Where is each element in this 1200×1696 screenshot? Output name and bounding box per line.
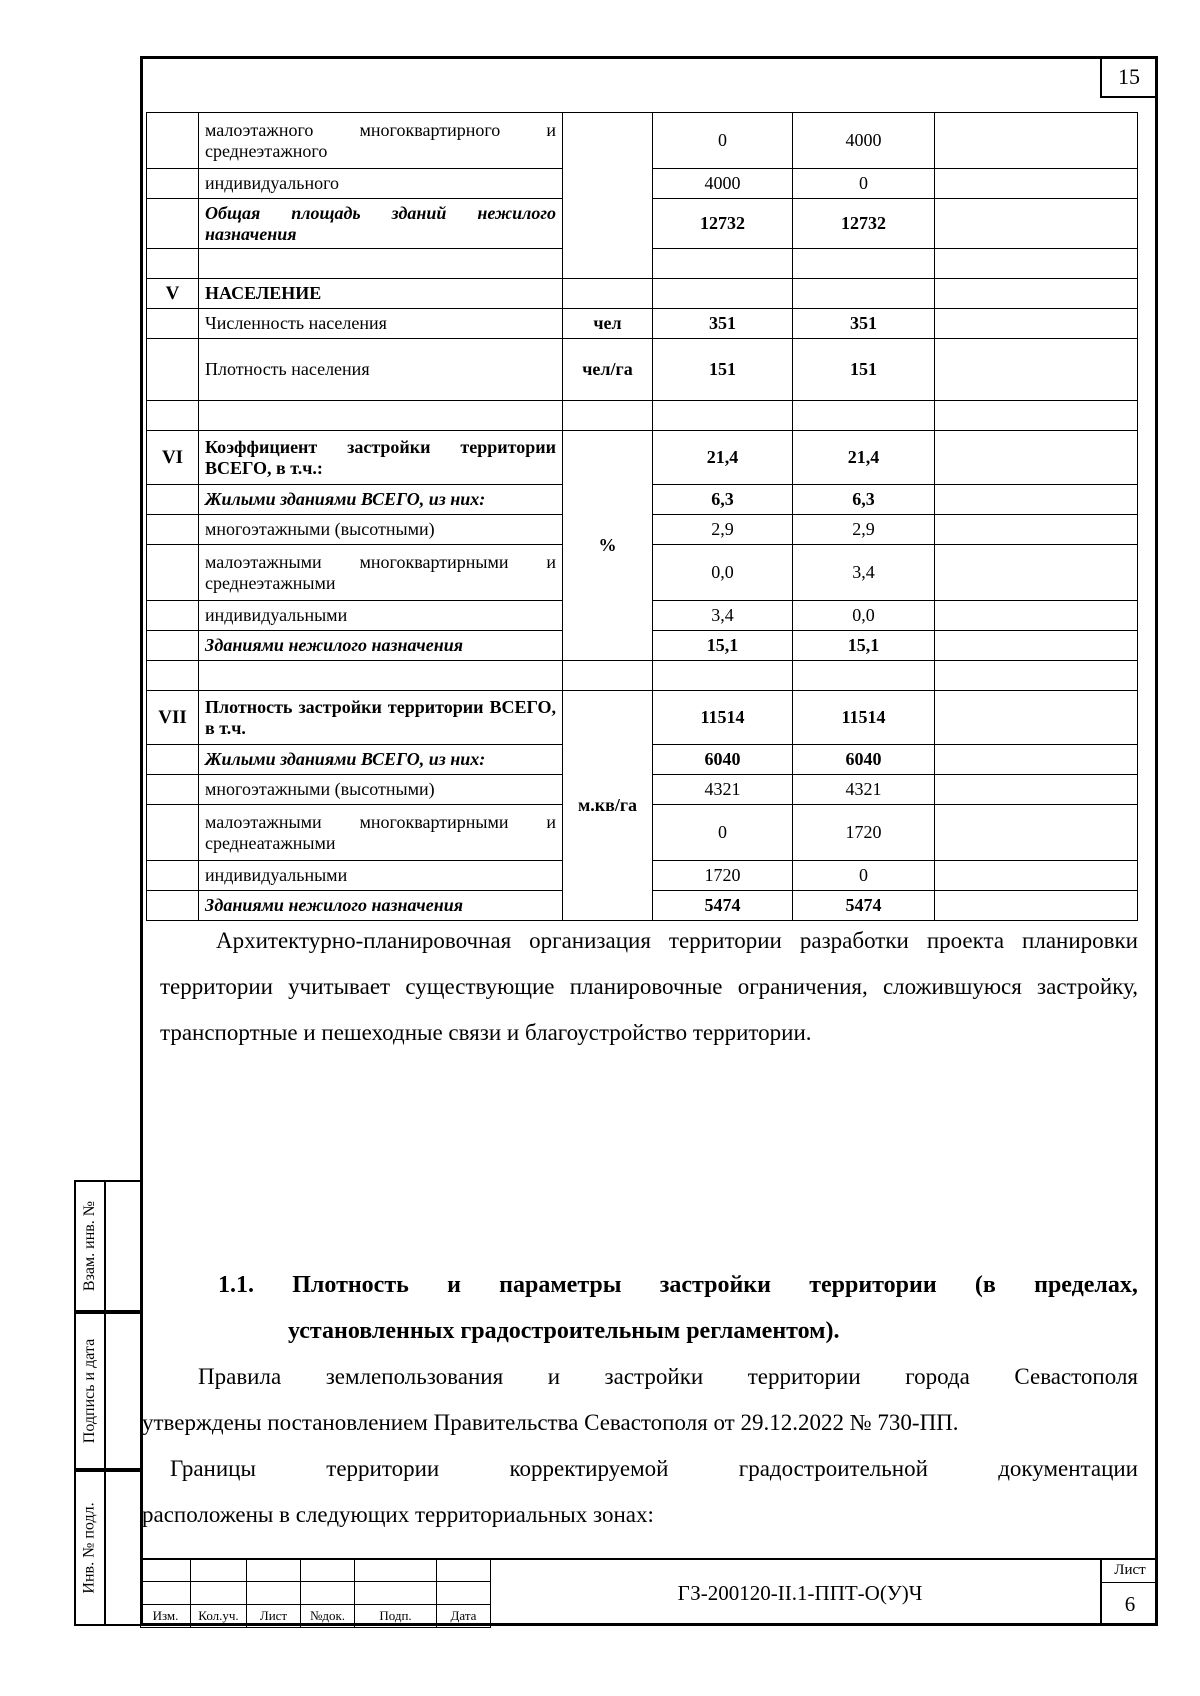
row-value-v1	[653, 279, 793, 309]
row-note	[935, 279, 1138, 309]
table-row	[147, 339, 1138, 401]
row-section-number	[147, 661, 199, 691]
row-label: индивидуальными	[199, 861, 563, 891]
paragraph-rules: Правила землепользования и застройки территории города Севастополя утверждены постановлением Правительства Севастополя от 29.12.2022 № 730-ПП. Границы территории корректируемой градостроительной документации расположены в следующих территориальных зонах:	[142, 1364, 1138, 1527]
row-value-v2	[793, 401, 935, 431]
row-section-number: VI	[147, 431, 199, 485]
row-value-v2: 5474	[793, 891, 935, 921]
page-number: 15	[1100, 58, 1156, 98]
row-note	[935, 805, 1138, 861]
row-note	[935, 891, 1138, 921]
row-note	[935, 309, 1138, 339]
row-section-number	[147, 401, 199, 431]
row-note	[935, 631, 1138, 661]
row-section-number	[147, 891, 199, 921]
row-value-v1: 5474	[653, 891, 793, 921]
row-section-number	[147, 775, 199, 805]
section-heading-word: застройки	[659, 1272, 771, 1298]
row-value-v2: 6,3	[793, 485, 935, 515]
row-label: Плотность населения	[199, 339, 563, 401]
row-section-number: VII	[147, 691, 199, 745]
row-label: Зданиями нежилого назначения	[199, 631, 563, 661]
row-value-v1: 4321	[653, 775, 793, 805]
row-label: Коэффициент застройки территории ВСЕГО, в т.ч.:	[199, 431, 563, 485]
row-section-number: V	[147, 279, 199, 309]
row-label: Плотность застройки территории ВСЕГО, в т.ч.	[199, 691, 563, 745]
section-heading-number: 1.1.	[218, 1272, 254, 1298]
row-label	[199, 401, 563, 431]
row-note	[935, 339, 1138, 401]
row-value-v1: 0,0	[653, 545, 793, 601]
side-label-podpis: Подпись и дата	[81, 1338, 98, 1444]
row-label: многоэтажными (высотными)	[199, 775, 563, 805]
row-note	[935, 485, 1138, 515]
row-section-number	[147, 861, 199, 891]
table-row	[147, 309, 1138, 339]
row-label: Жилыми зданиями ВСЕГО, из них:	[199, 485, 563, 515]
row-value-v2: 21,4	[793, 431, 935, 485]
row-label: индивидуального	[199, 169, 563, 199]
row-label: Зданиями нежилого назначения	[199, 891, 563, 921]
row-label: Численность населения	[199, 309, 563, 339]
row-label	[199, 661, 563, 691]
table-row	[147, 401, 1138, 431]
row-value-v1	[653, 401, 793, 431]
row-value-v2	[793, 279, 935, 309]
section-heading-line2: установленных градостроительным регламентом).	[288, 1318, 840, 1344]
row-section-number	[147, 199, 199, 249]
row-note	[935, 775, 1138, 805]
row-section-number	[147, 631, 199, 661]
row-note	[935, 691, 1138, 745]
row-value-v2: 0	[793, 861, 935, 891]
row-value-v2	[793, 661, 935, 691]
row-note	[935, 745, 1138, 775]
row-value-v2: 0,0	[793, 601, 935, 631]
row-value-v1: 151	[653, 339, 793, 401]
title-block-column-label: Изм.	[141, 1605, 191, 1628]
sheet-number: 6	[1124, 1592, 1136, 1616]
row-label: малоэтажными многоквартирными и среднеэтажными	[199, 545, 563, 601]
table-row	[147, 431, 1138, 485]
row-note	[935, 113, 1138, 169]
row-label: многоэтажными (высотными)	[199, 515, 563, 545]
title-block-column-label: Лист	[247, 1605, 301, 1628]
sheet-box	[1100, 1558, 1158, 1626]
row-value-v1: 4000	[653, 169, 793, 199]
row-unit	[563, 279, 653, 309]
row-value-v1: 2,9	[653, 515, 793, 545]
row-value-v2: 12732	[793, 199, 935, 249]
table-row	[147, 661, 1138, 691]
row-value-v2: 6040	[793, 745, 935, 775]
section-heading-word: и	[447, 1272, 461, 1298]
indicators-table	[146, 112, 1138, 921]
row-note	[935, 861, 1138, 891]
title-block-column-label: Дата	[437, 1605, 491, 1628]
row-value-v2: 11514	[793, 691, 935, 745]
row-value-v1: 6,3	[653, 485, 793, 515]
row-label: индивидуальными	[199, 601, 563, 631]
title-block-column-label: Кол.уч.	[191, 1605, 247, 1628]
row-value-v1	[653, 249, 793, 279]
row-note	[935, 601, 1138, 631]
row-section-number	[147, 249, 199, 279]
row-note	[935, 169, 1138, 199]
row-value-v1: 12732	[653, 199, 793, 249]
row-value-v2: 1720	[793, 805, 935, 861]
side-label-inv: Инв. № подл.	[81, 1502, 99, 1594]
row-value-v2	[793, 249, 935, 279]
row-section-number	[147, 169, 199, 199]
row-unit: м.кв/га	[563, 691, 653, 921]
section-heading-word: (в	[974, 1272, 996, 1298]
row-note	[935, 515, 1138, 545]
row-value-v1: 21,4	[653, 431, 793, 485]
table-row	[147, 691, 1138, 745]
row-section-number	[147, 805, 199, 861]
row-section-number	[147, 601, 199, 631]
row-value-v2: 4000	[793, 113, 935, 169]
sheet-label: Лист	[1102, 1558, 1158, 1583]
row-label: Жилыми зданиями ВСЕГО, из них:	[199, 745, 563, 775]
row-value-v2: 3,4	[793, 545, 935, 601]
row-note	[935, 199, 1138, 249]
row-unit	[563, 661, 653, 691]
row-section-number	[147, 339, 199, 401]
row-value-v1: 351	[653, 309, 793, 339]
row-section-number	[147, 113, 199, 169]
row-value-v1: 15,1	[653, 631, 793, 661]
row-section-number	[147, 545, 199, 601]
row-note	[935, 401, 1138, 431]
row-value-v1: 1720	[653, 861, 793, 891]
row-label: малоэтажного многоквартирного и среднеэтажного	[199, 113, 563, 169]
table-row	[147, 113, 1138, 169]
row-label: Общая площадь зданий нежилого назначения	[199, 199, 563, 249]
row-note	[935, 545, 1138, 601]
title-block-columns	[140, 1558, 491, 1628]
row-section-number	[147, 515, 199, 545]
row-section-number	[147, 309, 199, 339]
section-heading	[160, 1262, 1138, 1354]
row-unit: чел/га	[563, 339, 653, 401]
row-value-v1: 0	[653, 805, 793, 861]
row-value-v1	[653, 661, 793, 691]
row-note	[935, 249, 1138, 279]
section-heading-word: территории	[809, 1272, 937, 1298]
section-heading-word: пределах,	[1034, 1272, 1138, 1298]
row-unit	[563, 113, 653, 279]
row-label: НАСЕЛЕНИЕ	[199, 279, 563, 309]
section-heading-word: параметры	[499, 1272, 622, 1298]
row-note	[935, 661, 1138, 691]
document-code: ГЗ-200120-II.1-ППТ-О(У)Ч	[677, 1580, 923, 1605]
row-label	[199, 249, 563, 279]
row-value-v2: 151	[793, 339, 935, 401]
row-section-number	[147, 485, 199, 515]
paragraph-architecture: Архитектурно-планировочная организация территории разработки проекта планировки территории учитывает существующие планировочные ограничения, сложившуюся застройку, транспортные и пешеходные связи и благоустройство территории.	[160, 928, 1138, 1045]
row-unit: %	[563, 431, 653, 661]
side-label-vzam: Взам. инв. №	[81, 1200, 99, 1292]
table-row	[147, 279, 1138, 309]
row-value-v1: 0	[653, 113, 793, 169]
row-value-v2: 4321	[793, 775, 935, 805]
row-unit: чел	[563, 309, 653, 339]
section-heading-word: Плотность	[292, 1272, 409, 1298]
row-value-v2: 2,9	[793, 515, 935, 545]
row-value-v2: 0	[793, 169, 935, 199]
row-value-v1: 11514	[653, 691, 793, 745]
title-block-column-label: №док.	[301, 1605, 355, 1628]
row-value-v2: 351	[793, 309, 935, 339]
row-label: малоэтажными многоквартирными и среднеатажными	[199, 805, 563, 861]
row-note	[935, 431, 1138, 485]
row-value-v1: 6040	[653, 745, 793, 775]
row-value-v2: 15,1	[793, 631, 935, 661]
title-block-column-label: Подп.	[355, 1605, 437, 1628]
row-unit	[563, 401, 653, 431]
row-value-v1: 3,4	[653, 601, 793, 631]
row-section-number	[147, 745, 199, 775]
